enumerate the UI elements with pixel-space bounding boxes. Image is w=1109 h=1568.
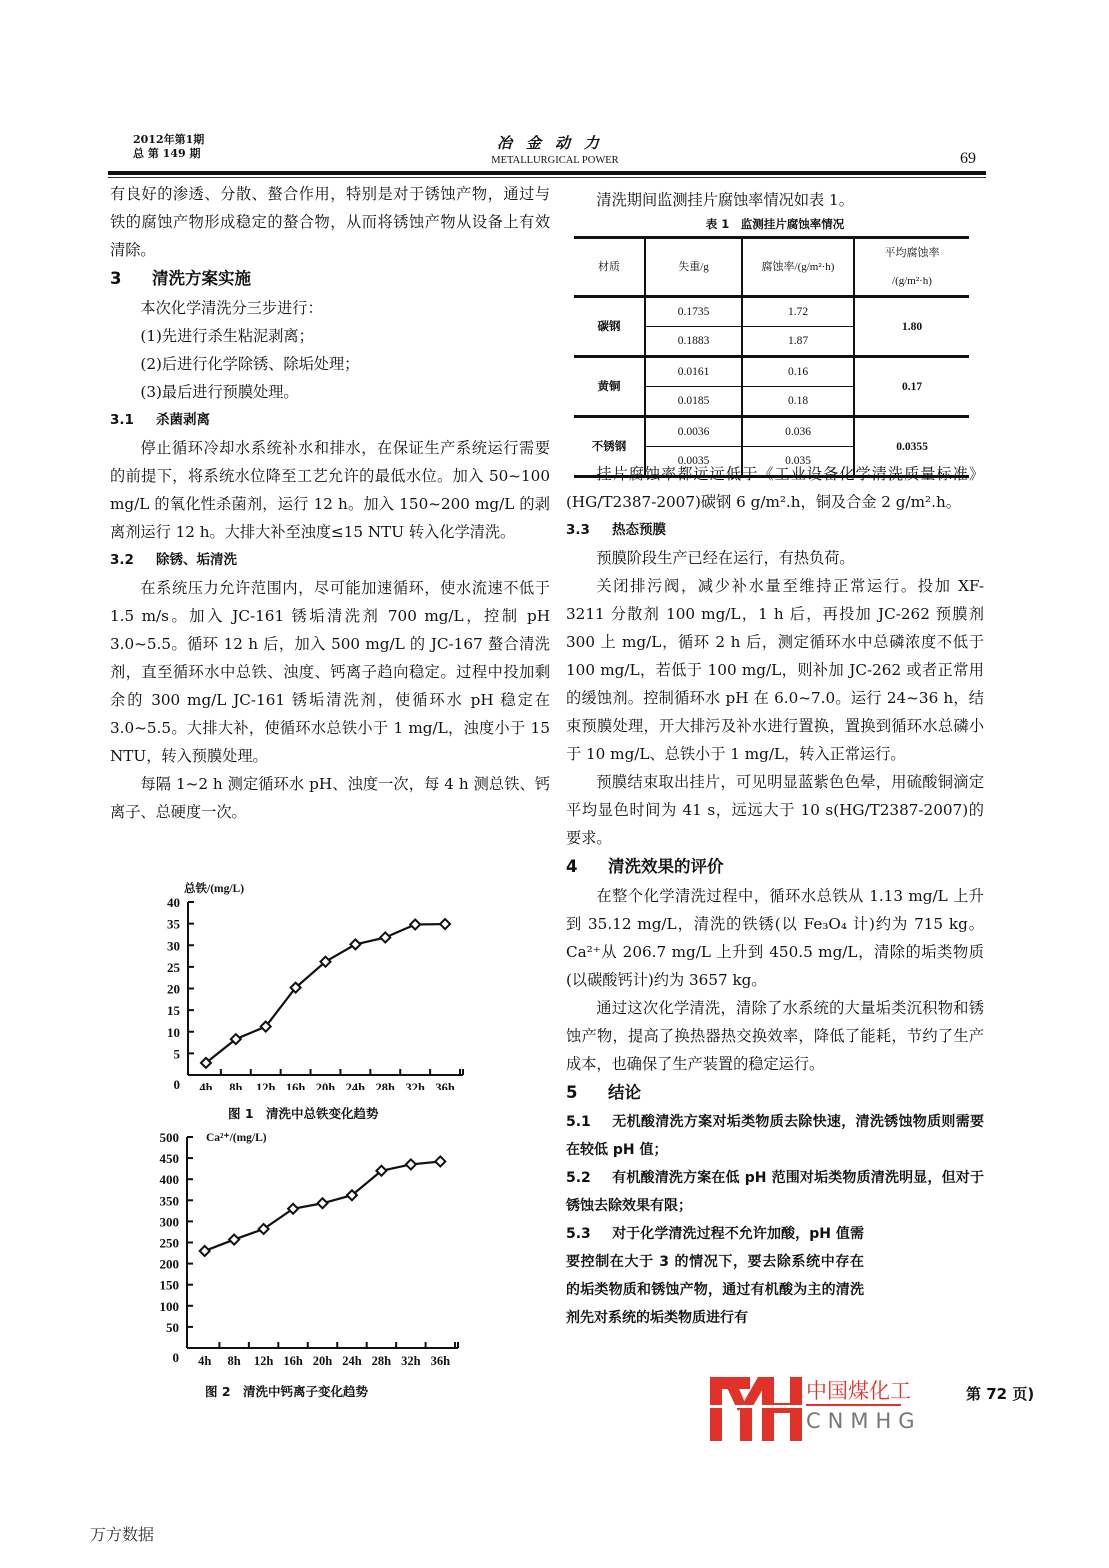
weight-loss-cell: 0.0035	[645, 447, 742, 477]
y-tick-label: 250	[159, 1235, 179, 1251]
section-4-paragraph-1: 在整个化学清洗过程中，循环水总铁从 1.13 mg/L 上升到 35.12 mg/L，清洗的铁锈(以 Fe₃O₄ 计)约为 715 kg。Ca²⁺从 206.7 mg/L 上升到 450.5 mg/L，清除的垢类物质(以碳酸钙计)约为 3657 kg。	[566, 887, 984, 989]
data-point	[318, 1198, 328, 1208]
left-column	[110, 180, 550, 826]
step-2: (2)后进行化学除锈、除垢处理；	[140, 355, 360, 373]
item-text: 有机酸清洗方案在低 pH 范围对垢类物质清洗明显，但对于锈蚀去除效果有限；	[566, 1170, 984, 1214]
intro-paragraph: 有良好的渗透、分散、螯合作用，特别是对于锈蚀产物，通过与铁的腐蚀产物形成稳定的螯合物，从而将锈蚀产物从设备上有效清除。	[110, 185, 550, 259]
section-4-paragraph-2: 通过这次化学清洗，清除了水系统的大量垢类沉积物和锈蚀产物，提高了换热器热交换效率，降低了能耗，节约了生产成本，也确保了生产装置的稳定运行。	[566, 999, 984, 1073]
x-tick-label: 28h	[375, 1081, 396, 1090]
step-3: (3)最后进行预膜处理。	[140, 383, 299, 401]
section-5-heading	[566, 1078, 984, 1108]
material-cell: 黄铜	[574, 357, 645, 417]
section-number: 3	[110, 269, 122, 288]
x-tick-label: 4h	[198, 1354, 212, 1368]
table-row	[574, 417, 969, 447]
watermark-cn-text: 中国煤化工	[806, 1379, 911, 1403]
y-tick-label: 450	[159, 1151, 179, 1167]
x-tick-label: 36h	[435, 1081, 455, 1090]
y-axis-label: Ca²⁺/(mg/L)	[206, 1132, 267, 1144]
section-title: 结论	[608, 1083, 641, 1102]
section-number: 4	[566, 857, 578, 876]
watermark	[710, 1375, 960, 1443]
x-tick-label: 12h	[253, 1354, 274, 1368]
y-tick-label: 300	[159, 1214, 179, 1230]
conclusion-5-2	[566, 1164, 984, 1220]
after-table-paragraph: 挂片腐蚀率都远远低于《工业设备化学清洗质量标准》(HG/T2387-2007)碳钢 6 g/m².h，铜及合金 2 g/m².h。	[566, 465, 984, 511]
x-tick-label: 36h	[430, 1354, 451, 1368]
footer-source: 万方数据	[90, 1525, 155, 1544]
section-3-3-paragraph-1: 预膜阶段生产已经在运行，有热负荷。	[596, 549, 855, 567]
y-tick-label: 500	[159, 1130, 179, 1145]
x-tick-label: 20h	[315, 1081, 336, 1090]
rate-cell: 0.036	[742, 417, 854, 447]
section-title: 杀菌剥离	[156, 412, 210, 428]
conclusion-5-3	[566, 1220, 984, 1332]
issue-info	[133, 133, 204, 161]
header-line-1: 平均腐蚀率	[884, 247, 940, 259]
section-title: 热态预膜	[612, 522, 666, 538]
x-tick-label: 12h	[255, 1081, 276, 1090]
item-number: 5.1	[566, 1114, 591, 1130]
weight-loss-cell: 0.0185	[645, 387, 742, 417]
weight-loss-cell: 0.1883	[645, 327, 742, 357]
figure-2-svg	[140, 1125, 480, 1375]
y-tick-label: 50	[166, 1319, 179, 1335]
x-tick-label: 8h	[229, 1081, 243, 1090]
continued-note: 第 72 页)	[966, 1385, 1035, 1403]
series-line	[206, 924, 445, 1063]
section-number: 5	[566, 1083, 578, 1102]
y-tick-label: 350	[159, 1193, 179, 1209]
section-4-heading	[566, 852, 984, 882]
section-title: 清洗方案实施	[152, 269, 251, 288]
section-3-3-paragraph-2: 关闭排污阀，减少补水量至维持正常运行。投加 XF-3211 分散剂 100 mg/L，1 h 后，再投加 JC-262 预膜剂 300 上 mg/L，循环 2 h 后，测定循环水中总磷浓度不低于 100 mg/L，若低于 100 mg/L，则补加 JC-262 或者正常用的缓蚀剂。控制循环水 pH 在 6.0~7.0。运行 24~36 h，结束预膜处理，开大排污及补水进行置换，置换到循环水总磷小于 10 mg/L、总铁小于 1 mg/L，转入正常运行。	[566, 577, 984, 763]
section-3-2-heading	[110, 546, 550, 574]
item-number: 5.2	[566, 1170, 591, 1186]
section-number: 3.2	[110, 552, 134, 568]
page-number: 69	[960, 150, 976, 167]
table-caption: 表 1 监测挂片腐蚀率情况	[705, 217, 845, 231]
y-tick-label: 35	[167, 916, 180, 932]
y-tick-label: 30	[167, 938, 180, 954]
table-intro: 清洗期间监测挂片腐蚀率情况如表 1。	[596, 191, 854, 209]
issue-line-2: 总 第 149 期	[133, 147, 201, 160]
section-3-3-paragraph-3: 预膜结束取出挂片，可见明显蓝紫色色晕，用硫酸铜滴定平均显色时间为 41 s，远远大于 10 s(HG/T2387-2007)的要求。	[566, 773, 984, 847]
rate-cell: 0.18	[742, 387, 854, 417]
weight-loss-cell: 0.0036	[645, 417, 742, 447]
x-tick-label: 16h	[283, 1354, 303, 1368]
material-cell: 碳钢	[574, 297, 645, 357]
average-cell: 0.17	[854, 357, 969, 417]
weight-loss-cell: 0.1735	[645, 297, 742, 327]
section-title: 清洗效果的评价	[608, 857, 724, 876]
right-column	[566, 186, 984, 478]
data-point	[350, 939, 360, 949]
step-1: (1)先进行杀生粘泥剥离；	[140, 327, 314, 345]
y-tick-label: 25	[167, 959, 180, 975]
right-column-continued	[566, 460, 984, 1332]
x-tick-label: 32h	[401, 1354, 421, 1368]
issue-line-1: 2012年第1期	[133, 133, 205, 146]
table-row	[574, 357, 969, 387]
y-tick-label: 5	[173, 1046, 180, 1062]
y-tick-label: 400	[159, 1172, 179, 1188]
rate-cell: 1.72	[742, 297, 854, 327]
table-row	[574, 297, 969, 327]
figure-1-svg	[140, 880, 480, 1090]
y-axis-label: 总铁/(mg/L)	[184, 883, 245, 895]
average-cell: 1.80	[854, 297, 969, 357]
section-number: 3.1	[110, 412, 134, 428]
data-point	[406, 1159, 416, 1169]
watermark-underline	[806, 1404, 901, 1406]
rate-cell: 0.035	[742, 447, 854, 477]
average-cell: 0.0355	[854, 417, 969, 477]
figure-2-chart	[140, 1125, 480, 1379]
y-tick-label: 40	[167, 895, 180, 910]
section-number: 3.3	[566, 522, 590, 538]
data-point	[229, 1235, 239, 1245]
y-tick-label: 100	[159, 1298, 179, 1314]
section-3-2-paragraph-1: 在系统压力允许范围内，尽可能加速循环，使水流速不低于 1.5 m/s。加入 JC-161 锈垢清洗剂 700 mg/L，控制 pH 3.0~5.5。循环 12 h 后，加入 500 mg/L 的 JC-167 螯合清洗剂，直至循环水中总铁、浊度、钙离子趋向稳定。过程中投加剩余的 300 mg/L JC-161 锈垢清洗剂，使循环水 pH 稳定在 3.0~5.5。大排大补，使循环水总铁小于 1 mg/L，浊度小于 15 NTU，转入预膜处理。	[110, 579, 550, 765]
col-header-material: 材质	[574, 238, 645, 297]
y-tick-label: 150	[159, 1277, 179, 1293]
item-number: 5.3	[566, 1226, 591, 1242]
x-tick-label: 8h	[227, 1354, 241, 1368]
section-3-1-paragraph: 停止循环冷却水系统补水和排水，在保证生产系统运行需要的前提下，将系统水位降至工艺允许的最低水位。加入 50~100 mg/L 的氧化性杀菌剂，运行 12 h。加入 150~200 mg/L 的剥离剂运行 12 h。大排大补至浊度≤15 NTU 转入化学清洗。	[110, 439, 550, 541]
figure-1-chart	[140, 880, 480, 1094]
x-tick-label: 28h	[371, 1354, 392, 1368]
section-title: 除锈、垢清洗	[156, 552, 237, 568]
y-tick-label: 200	[159, 1256, 179, 1272]
header-line-2: /(g/m²·h)	[892, 275, 932, 287]
col-header-corrosion-rate: 腐蚀率/(g/m²·h)	[742, 238, 854, 297]
section-3-intro: 本次化学清洗分三步进行：	[140, 299, 323, 317]
material-cell: 不锈钢	[574, 417, 645, 477]
x-tick-label: 4h	[199, 1081, 213, 1090]
y-tick-label: 15	[167, 1003, 180, 1019]
journal-title-en: METALLURGICAL POWER	[491, 155, 619, 166]
header-rule-thin	[108, 177, 986, 178]
journal-title-cn: 冶金动力	[496, 134, 613, 152]
figure-1-caption: 图 1 清洗中总铁变化趋势	[228, 1106, 379, 1121]
data-point	[410, 919, 420, 929]
rate-cell: 1.87	[742, 327, 854, 357]
conclusion-5-1	[566, 1108, 984, 1164]
data-point	[435, 1156, 445, 1166]
header-rule-thick	[108, 171, 986, 175]
x-tick-label: 32h	[405, 1081, 425, 1090]
rate-cell: 0.16	[742, 357, 854, 387]
y-tick-label: 0	[173, 1077, 180, 1090]
data-point	[380, 932, 390, 942]
y-tick-label: 0	[172, 1350, 179, 1365]
section-3-heading	[110, 264, 550, 294]
section-3-3-heading	[566, 516, 984, 544]
weight-loss-cell: 0.0161	[645, 357, 742, 387]
watermark-logo-icon	[710, 1375, 802, 1443]
y-tick-label: 20	[167, 981, 180, 997]
y-tick-label: 10	[167, 1024, 180, 1040]
x-tick-label: 16h	[285, 1081, 306, 1090]
corrosion-table	[574, 236, 969, 478]
figure-2-caption: 图 2 清洗中钙离子变化趋势	[205, 1384, 369, 1399]
x-tick-label: 20h	[312, 1354, 333, 1368]
item-text: 无机酸清洗方案对垢类物质去除快速，清洗锈蚀物质则需要在较低 pH 值；	[566, 1114, 984, 1158]
col-header-weight-loss: 失重/g	[645, 238, 742, 297]
data-point	[200, 1246, 210, 1256]
x-tick-label: 24h	[345, 1081, 366, 1090]
section-3-2-paragraph-2: 每隔 1~2 h 测定循环水 pH、浊度一次，每 4 h 测总铁、钙离子、总硬度一次。	[110, 775, 550, 821]
col-header-average-rate	[854, 238, 969, 297]
watermark-en-text: CNMHG	[806, 1409, 922, 1433]
x-tick-label: 24h	[342, 1354, 362, 1368]
journal-title	[430, 132, 680, 166]
data-point	[440, 919, 450, 929]
section-3-1-heading	[110, 406, 550, 434]
item-text: 对于化学清洗过程不允许加酸，pH 值需要控制在大于 3 的情况下，要去除系统中存在的垢类物质和锈蚀产物，通过有机酸为主的清洗剂先对系统的垢类物质进行有	[566, 1226, 864, 1326]
